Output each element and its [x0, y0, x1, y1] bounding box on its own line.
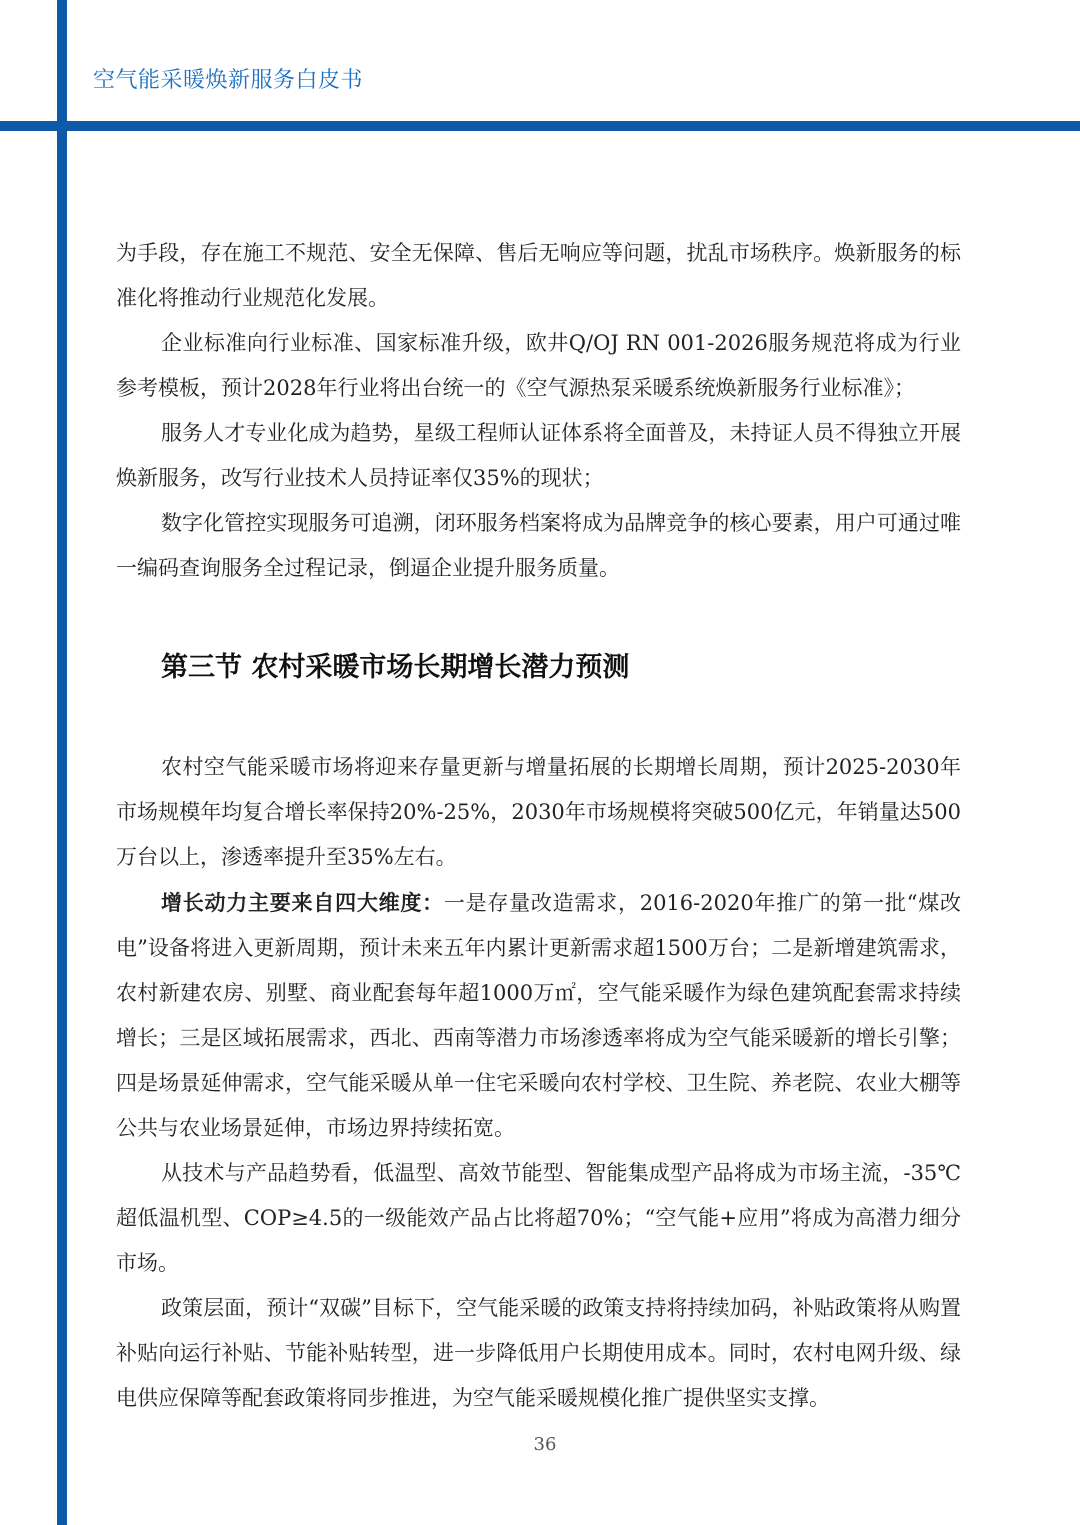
left-accent-bar — [57, 0, 67, 1525]
paragraph-standard-upgrade: 企业标准向行业标准、国家标准升级，欧井Q/OJ RN 001-2026服务规范将成为行业参考模板，预计2028年行业将出台统一的《空气源热泵采暖系统焕新服务行业标准》； — [116, 331, 961, 400]
paragraph-continued: 为手段，存在施工不规范、安全无保障、售后无响应等问题，扰乱市场秩序。焕新服务的标准化将推动行业规范化发展。 — [116, 241, 961, 310]
header-rule — [0, 121, 1080, 131]
page-number: 36 — [533, 1434, 557, 1455]
running-header-title: 空气能采暖焕新服务白皮书 — [93, 68, 364, 93]
paragraph-market-forecast: 农村空气能采暖市场将迎来存量更新与增量拓展的长期增长周期，预计2025-2030年市场规模年均复合增长率保持20%-25%，2030年市场规模将突破500亿元，年销量达500万台以上，渗透率提升至35%左右。 — [116, 755, 961, 869]
paragraph-growth-drivers — [116, 880, 961, 1151]
paragraph-policy: 政策层面，预计“双碳”目标下，空气能采暖的政策支持将持续加码，补贴政策将从购置补贴向运行补贴、节能补贴转型，进一步降低用户长期使用成本。同时，农村电网升级、绿电供应保障等配套政策将同步推进，为空气能采暖规模化推广提供坚实支撑。 — [116, 1296, 961, 1410]
page-body — [116, 231, 961, 1421]
growth-drivers-lead: 增长动力主要来自四大维度： — [161, 890, 444, 915]
paragraph-digital-control: 数字化管控实现服务可追溯，闭环服务档案将成为品牌竞争的核心要素，用户可通过唯一编码查询服务全过程记录，倒逼企业提升服务质量。 — [116, 511, 961, 580]
growth-drivers-body: 一是存量改造需求，2016-2020年推广的第一批“煤改电”设备将进入更新周期，预计未来五年内累计更新需求超1500万台；二是新增建筑需求，农村新建农房、别墅、商业配套每年超1000万㎡，空气能采暖作为绿色建筑配套需求持续增长；三是区域拓展需求，西北、西南等潜力市场渗透率将成为空气能采暖新的增长引擎；四是场景延伸需求，空气能采暖从单一住宅采暖向农村学校、卫生院、养老院、农业大棚等公共与农业场景延伸，市场边界持续拓宽。 — [116, 891, 962, 1140]
paragraph-talent-professionalization: 服务人才专业化成为趋势，星级工程师认证体系将全面普及，未持证人员不得独立开展焕新服务，改写行业技术人员持证率仅35%的现状； — [116, 421, 961, 490]
section-heading: 第三节 农村采暖市场长期增长潜力预测 — [161, 652, 630, 683]
paragraph-tech-trends: 从技术与产品趋势看，低温型、高效节能型、智能集成型产品将成为市场主流，-35℃超低温机型、COP≥4.5的一级能效产品占比将超70%；“空气能+应用”将成为高潜力细分市场。 — [116, 1161, 961, 1275]
